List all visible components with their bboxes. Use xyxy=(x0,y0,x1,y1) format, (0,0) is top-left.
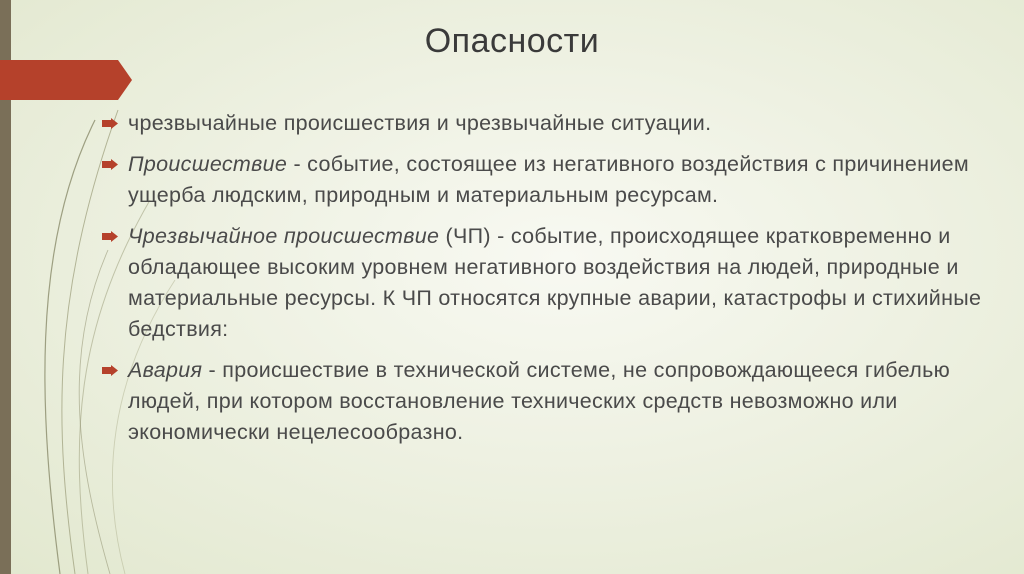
bullet-term: Чрезвычайное происшествие xyxy=(128,224,440,248)
title-banner-arrow xyxy=(0,60,132,100)
bullet-text: - событие, состоящее из негативного воздействия с причинением ущерба людским, природным и материальным ресурсам. xyxy=(128,152,969,207)
arrow-bullet-icon xyxy=(102,231,118,242)
bullet-text: - происшествие в технической системе, не сопровождающееся гибелью людей, при котором восстановление технических средств невозможно или экономически нецелесообразно. xyxy=(128,358,950,444)
bullet-text: чрезвычайные происшествия и чрезвычайные ситуации. xyxy=(128,111,712,135)
arrow-bullet-icon xyxy=(102,365,118,376)
bullet-item xyxy=(102,221,982,345)
bullet-item xyxy=(102,108,982,139)
bullet-term: Происшествие xyxy=(128,152,288,176)
arrow-bullet-icon xyxy=(102,118,118,129)
slide-title: Опасности xyxy=(424,22,600,60)
bullet-item xyxy=(102,355,982,448)
arrow-bullet-icon xyxy=(102,159,118,170)
bullet-list xyxy=(102,108,982,458)
bullet-text: (ЧП) - событие, происходящее кратковременно и обладающее высоким уровнем негативного воздействия на людей, природные и материальные ресурсы. К ЧП относятся крупные аварии, катастрофы и стихийные бедствия: xyxy=(128,224,982,341)
bullet-item xyxy=(102,149,982,211)
bullet-term: Авария xyxy=(128,358,203,382)
